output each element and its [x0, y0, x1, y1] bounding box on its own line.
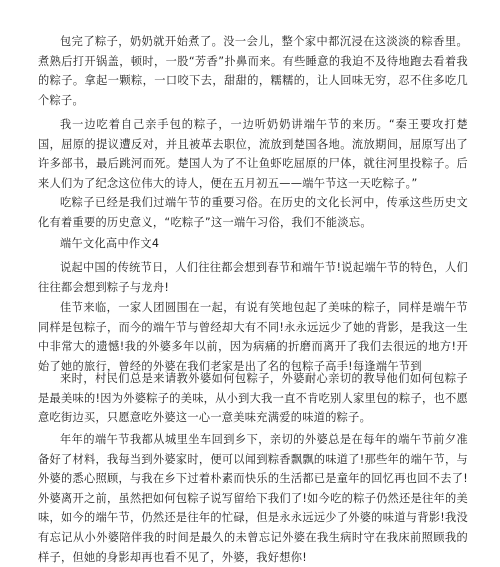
paragraph-5: 佳节来临，一家人团圆围在一起，有说有笑地包起了美味的粽子，同样是端午节同样是包粽子，而今的端午节与曾经却大有不同!永永远远少了她的背影，是我这一生中非常大的遗憾!我的外婆多年以前，因为病痛的折磨而离开了我们去很远的地方!开始了她的旅行，曾经的外婆在我们老家是出了名的包粽子高手!每逢端午节到: [38, 301, 468, 373]
paragraph-7: 年年的端午节我都从城里坐车回到乡下，亲切的外婆总是在每年的端午节前夕准备好了材料，我每当到外婆家时，便可以闻到粽香飘飘的味道了!那些年的端午节，与外婆的悉心照顾，与我在乡下过着朴素而快乐的生活都已是童年的回忆再也回不去了!外婆离开之前，虽然把如何包粽子说写留给下我们了!如今吃的粽子仍然还是往年的美味，如今的端午节，仍然还是往年的忙碌，但是永永远远少了外婆的味道与背影!我没有忘记从小外婆陪伴我的时间是最久的未曾忘记外婆在我生病时守在我床前照顾我的样子，但她的身影却再也看不见了，外婆，我好想你!: [38, 433, 468, 564]
paragraph-3: 吃粽子已经是我们过端午节的重要习俗。在历史的文化长河中，传承这些历史文化有着重要的历史意义，“吃粽子”这一端午习俗，我们不能淡忘。: [38, 196, 468, 229]
paragraph-2: 我一边吃着自己亲手包的粽子，一边听奶奶讲端午节的来历。“秦王要攻打楚国，屈原的提议遭反对，并且被革去职位，流放到楚国各地。流放期间，屈原写出了许多部书，最后跳河而死。楚国人为了不让鱼虾吃屈原的尸体，就往河里投粽子。后来人们为了纪念这位伟大的诗人，便在五月初五——端午节这一天吃粽子。”: [38, 118, 468, 190]
paragraph-1: 包完了粽子，奶奶就开始煮了。没一会儿，整个家中都沉浸在这淡淡的粽香里。煮熟后打开锅盖，顿时，一股“芳香”扑鼻而来。有些睡意的我迫不及待地跑去看着我的粽子。拿起一颗粽，一口咬下去，甜甜的，糯糯的，让人回味无穷，忍不住多吃几个粽子。: [38, 35, 468, 107]
paragraph-4: 说起中国的传统节日，人们往往都会想到春节和端午节!说起端午节的特色，人们往往都会想到粽子与龙舟!: [38, 261, 468, 294]
paragraph-6: 来时，村民们总是来请教外婆如何包粽子，外婆耐心亲切的教导他们如何包粽子是最美味的!因为外婆粽子的美味，从小到大我一直不肯吃别人家里包的粽子，也不愿意吃街边买，只愿意吃外婆这一心一意美味充满爱的味道的粽子。: [38, 372, 468, 425]
section-heading: 端午文化高中作文4: [60, 237, 160, 250]
